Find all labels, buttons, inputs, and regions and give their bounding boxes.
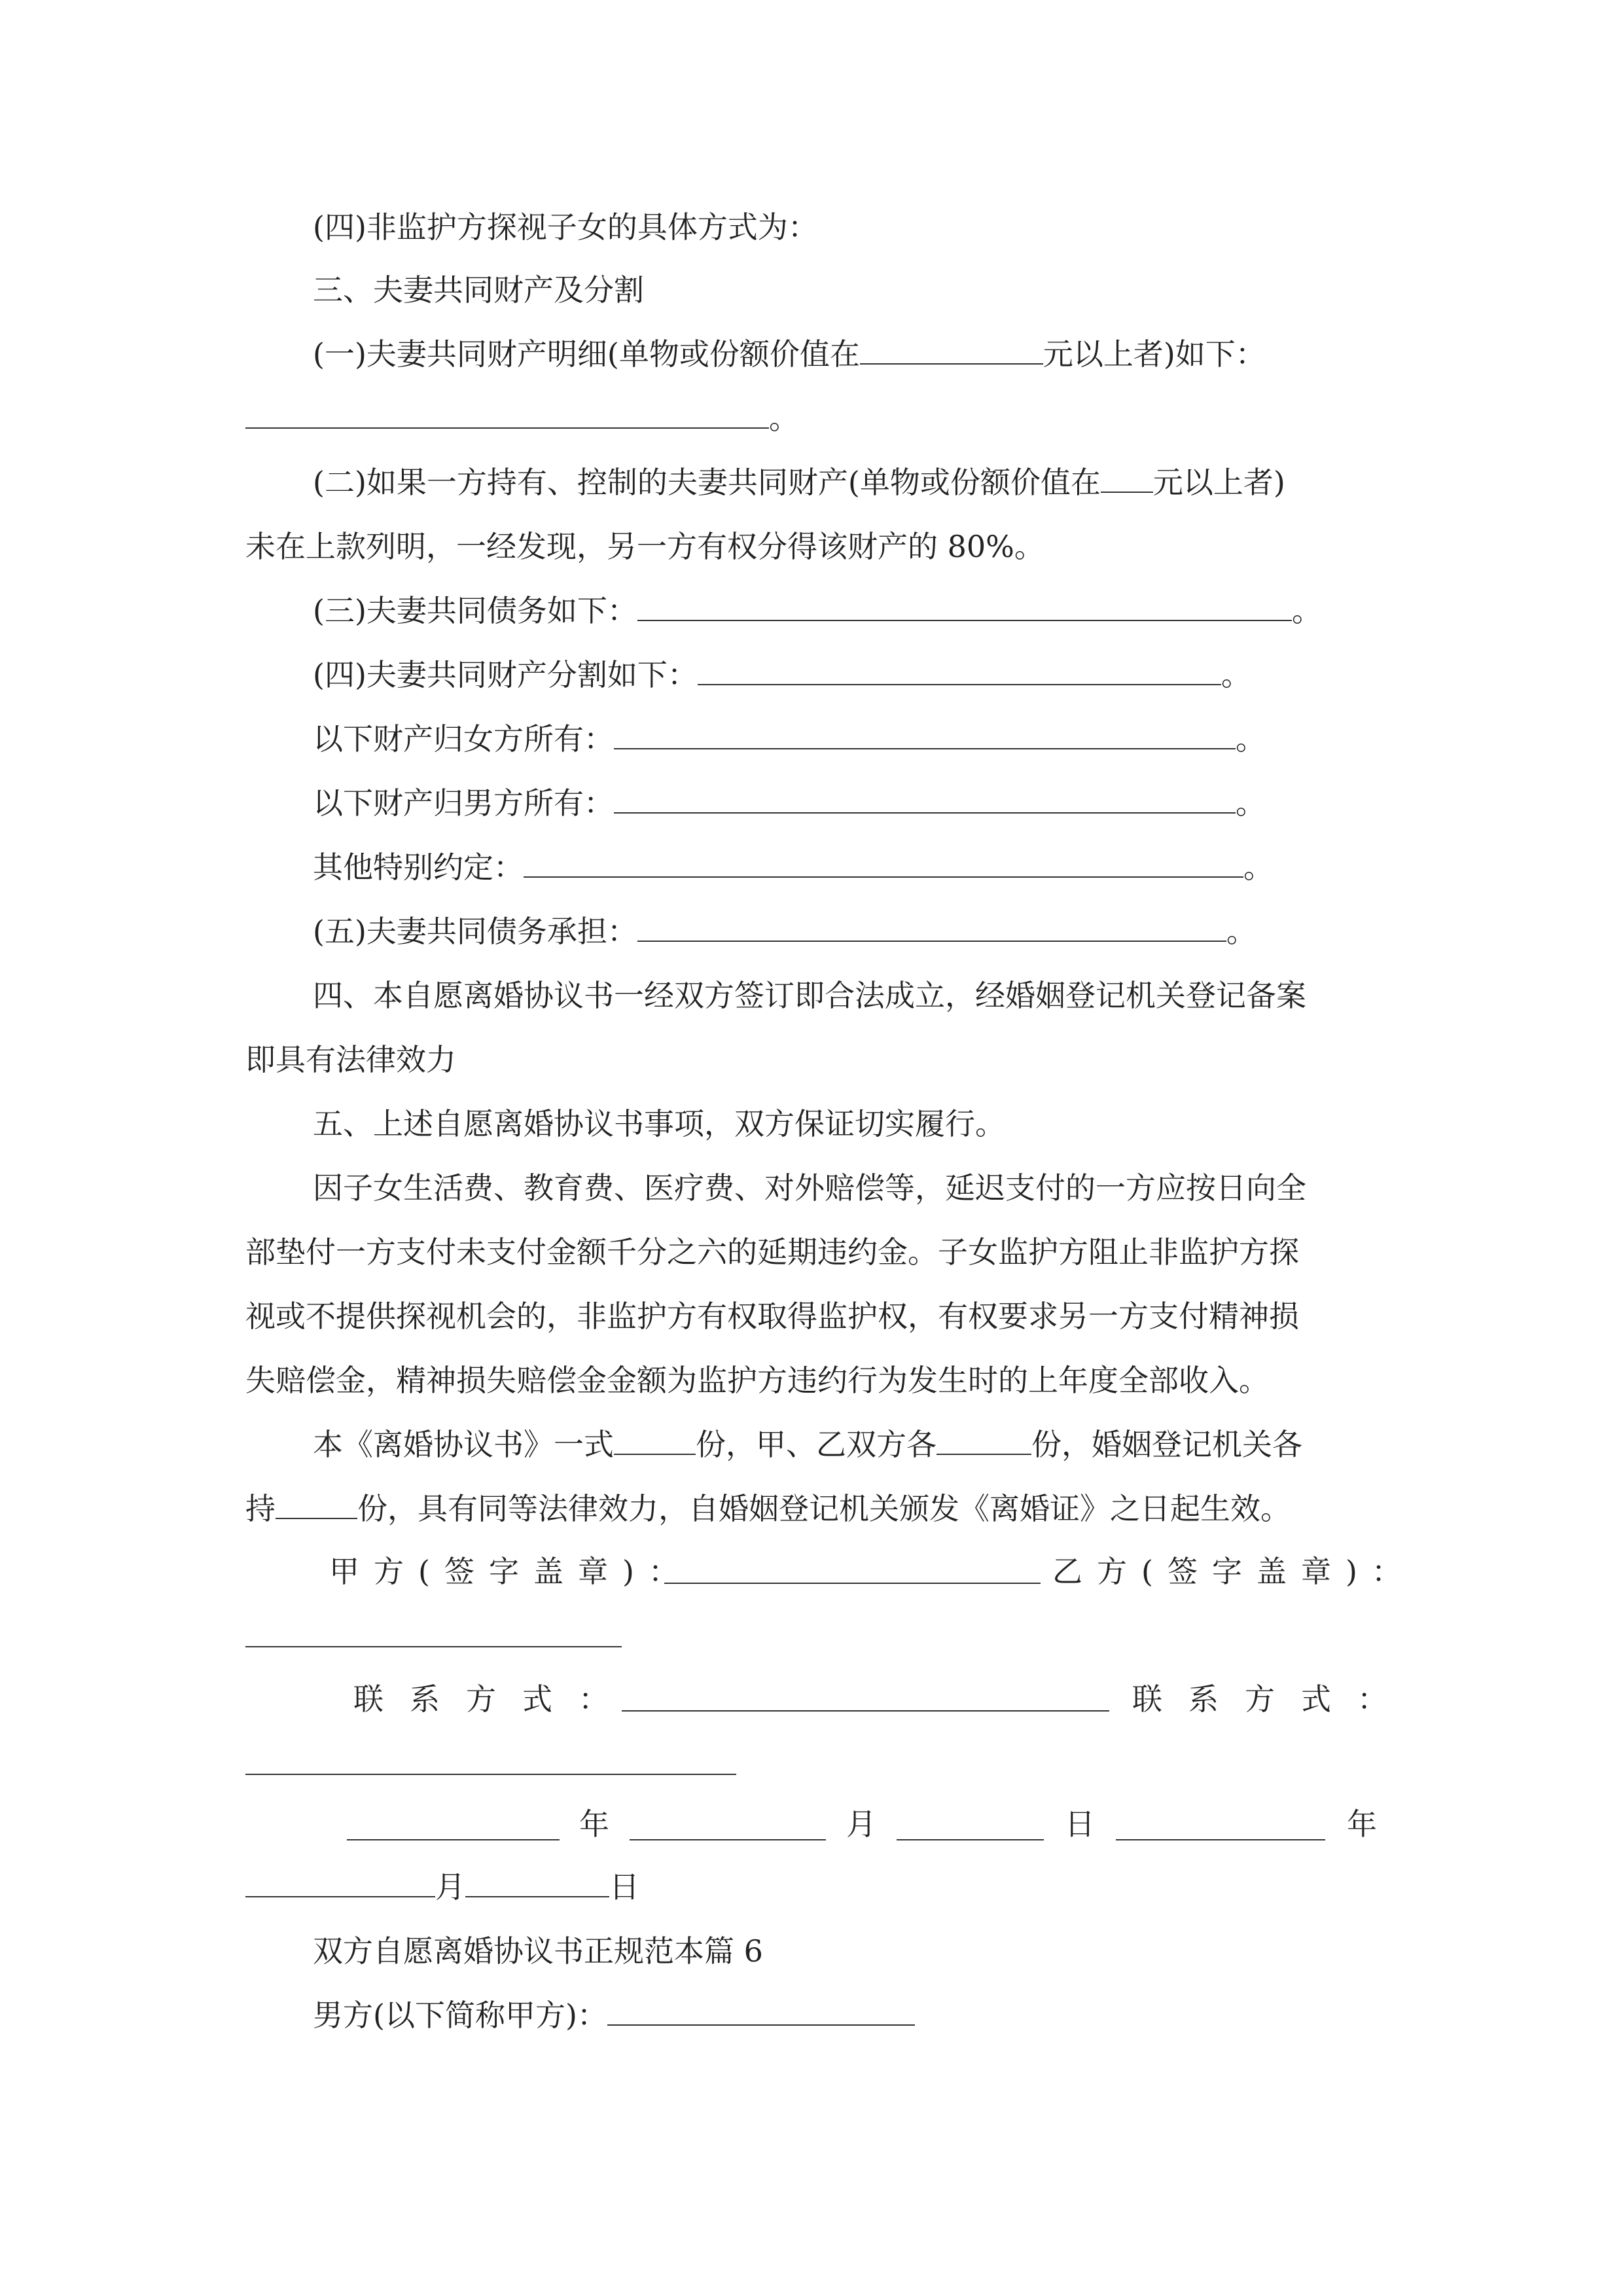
text-line	[313, 590, 1322, 631]
text-segment: 本《离婚协议书》一式	[313, 1427, 614, 1462]
text-segment: (五)夫妻共同债务承担：	[313, 914, 637, 949]
blank-field	[1101, 465, 1153, 493]
text-segment: 。	[1236, 785, 1266, 821]
text-line: (四)非监护方探视子女的具体方式为：	[313, 209, 818, 245]
blank-field	[245, 1870, 435, 1897]
text-line: 部垫付一方支付未支付金额千分之六的延期违约金。子女监护方阻止非监护方探	[245, 1234, 1299, 1270]
blank-field	[630, 1839, 826, 1840]
blank-field	[637, 914, 1226, 942]
text-line	[245, 1867, 639, 1907]
text-segment: 。	[1226, 914, 1257, 949]
blank-field	[245, 1646, 622, 1647]
blank-field	[698, 658, 1221, 685]
text-segment: 男方(以下简称甲方)：	[313, 1998, 607, 2033]
date-month-label: 月	[846, 1806, 876, 1842]
text-segment: 。	[1291, 593, 1322, 628]
date-year-label: 年	[579, 1806, 609, 1842]
text-line: 即具有法律效力	[245, 1042, 456, 1077]
section-title: 双方自愿离婚协议书正规范本篇 6	[313, 1933, 763, 1969]
text-line	[313, 911, 1257, 952]
blank-field	[614, 722, 1236, 749]
text-segment: 。	[769, 401, 799, 436]
text-line	[313, 719, 1266, 759]
date-day-label: 日	[1065, 1806, 1095, 1842]
blank-field	[860, 337, 1043, 365]
blank-field	[936, 1427, 1031, 1455]
blank-field	[622, 1710, 1109, 1712]
signature-label-party-b: 乙方(签字盖章)：	[1052, 1554, 1416, 1589]
text-line	[313, 1995, 915, 2036]
text-segment: 。	[1236, 721, 1266, 757]
text-segment: 。	[1243, 850, 1274, 885]
blank-field	[614, 1427, 696, 1455]
blank-field	[276, 1492, 357, 1519]
blank-field	[637, 594, 1292, 621]
text-line	[313, 655, 1251, 695]
text-line	[313, 783, 1266, 823]
text-segment: (一)夫妻共同财产明细(单物或份额价值在	[313, 336, 860, 372]
date-day-label: 日	[609, 1869, 639, 1905]
blank-field	[1116, 1839, 1325, 1840]
text-line: 五、上述自愿离婚协议书事项，双方保证切实履行。	[313, 1106, 1005, 1141]
date-year-label: 年	[1347, 1806, 1377, 1842]
blank-field	[347, 1839, 560, 1840]
text-line: 失赔偿金，精神损失赔偿金金额为监护方违约行为发生时的上年度全部收入。	[245, 1363, 1269, 1398]
text-line: 视或不提供探视机会的，非监护方有权取得监护权，有权要求另一方支付精神损	[245, 1299, 1299, 1334]
signature-label-party-a: 甲方(签字盖章)：	[329, 1554, 693, 1589]
text-line	[245, 398, 799, 439]
blank-field	[897, 1839, 1044, 1840]
text-line	[245, 1488, 1291, 1529]
text-line	[313, 1424, 1302, 1465]
text-line	[313, 847, 1274, 888]
text-segment: 持	[245, 1491, 276, 1526]
text-segment: (三)夫妻共同债务如下：	[313, 593, 637, 628]
text-segment: 份，甲、乙双方各	[696, 1427, 936, 1462]
text-segment: (四)夫妻共同财产分割如下：	[313, 657, 698, 692]
contact-label-party-b: 联系方式：	[1132, 1681, 1414, 1717]
text-line: 四、本自愿离婚协议书一经双方签订即合法成立，经婚姻登记机关登记备案	[313, 978, 1306, 1013]
text-segment: 份，婚姻登记机关各	[1031, 1427, 1302, 1462]
text-line	[313, 462, 1285, 503]
text-line: 未在上款列明，一经发现，另一方有权分得该财产的 80%。	[245, 529, 1044, 564]
text-segment: 元以上者)如下：	[1043, 336, 1266, 372]
text-line: 因子女生活费、教育费、医疗费、对外赔偿等，延迟支付的一方应按日向全	[313, 1170, 1306, 1206]
date-month-label: 月	[435, 1869, 465, 1905]
section-heading: 三、夫妻共同财产及分割	[313, 272, 644, 308]
text-segment: 以下财产归男方所有：	[313, 785, 614, 821]
contact-label-party-a: 联系方式：	[353, 1681, 635, 1717]
text-line	[313, 334, 1266, 374]
text-segment: 元以上者)	[1152, 465, 1285, 500]
blank-field	[664, 1583, 1041, 1584]
text-segment: 其他特别约定：	[313, 850, 524, 885]
text-segment: 份，具有同等法律效力，自婚姻登记机关颁发《离婚证》之日起生效。	[357, 1491, 1291, 1526]
blank-field	[614, 786, 1236, 814]
blank-field	[245, 1774, 736, 1775]
text-segment: 。	[1221, 657, 1251, 692]
text-segment: (二)如果一方持有、控制的夫妻共同财产(单物或份额价值在	[313, 465, 1101, 500]
blank-field	[245, 401, 769, 429]
blank-field	[465, 1870, 609, 1897]
blank-field	[524, 850, 1243, 878]
text-segment: 以下财产归女方所有：	[313, 721, 614, 757]
blank-field	[607, 1998, 915, 2026]
